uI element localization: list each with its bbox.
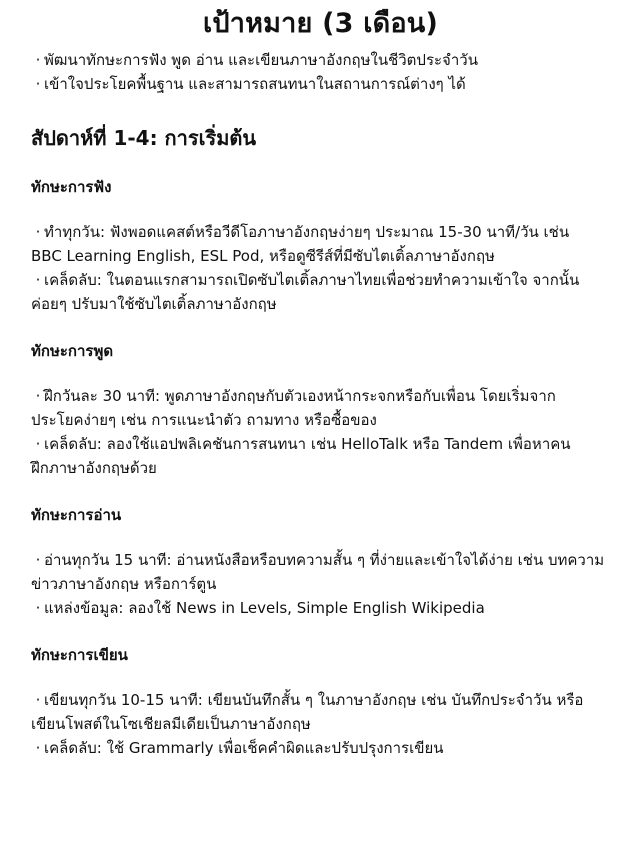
item-text-line1: เคล็ดลับ: ในตอนแรกสามารถเปิดซับไตเติ้ลภาษาไทยเพื่อช่วยทำความเข้าใจ จากนั้น: [44, 271, 580, 289]
list-item: [31, 736, 610, 760]
skill-items: [31, 688, 610, 760]
item-text-line1: อ่านทุกวัน 15 นาที: อ่านหนังสือหรือบทความสั้น ๆ ที่ง่ายและเข้าใจได้ง่าย เช่น บทความ: [44, 551, 605, 569]
bullet: ·: [35, 223, 41, 241]
skill-heading: ทักษะการฟัง: [31, 178, 112, 196]
bullet: ·: [35, 51, 41, 69]
list-item: [31, 596, 610, 620]
item-text-line1: ทำทุกวัน: ฟังพอดแคสต์หรือวีดีโอภาษาอังกฤษง่ายๆ ประมาณ 15-30 นาที/วัน เช่น: [44, 223, 570, 241]
bullet: ·: [35, 551, 41, 569]
bullet: ·: [35, 75, 41, 93]
item-text-line2: ข่าวภาษาอังกฤษ หรือการ์ตูน: [31, 575, 217, 593]
skill-section-speaking: [31, 340, 610, 480]
page-title: เป้าหมาย (3 เดือน): [202, 8, 438, 39]
item-text-line1: เคล็ดลับ: ลองใช้แอปพลิเคชันการสนทนา เช่น HelloTalk หรือ Tandem เพื่อหาคน: [44, 435, 571, 453]
item-text-line2: เขียนโพสต์ในโซเชียลมีเดียเป็นภาษาอังกฤษ: [31, 715, 311, 733]
skill-heading: ทักษะการอ่าน: [31, 506, 122, 524]
goal-item: [31, 48, 610, 72]
bullet: ·: [35, 435, 41, 453]
skill-items: [31, 384, 610, 480]
list-item: [31, 220, 610, 268]
bullet: ·: [35, 599, 41, 617]
list-item: [31, 268, 610, 316]
skill-section-reading: [31, 504, 610, 620]
item-text-line1: ฝึกวันละ 30 นาที: พูดภาษาอังกฤษกับตัวเองหน้ากระจกหรือกับเพื่อน โดยเริ่มจาก: [44, 387, 556, 405]
skill-section-listening: [31, 176, 610, 316]
item-text-line1: แหล่งข้อมูล: ลองใช้ News in Levels, Simple English Wikipedia: [44, 599, 485, 617]
list-item: [31, 384, 610, 432]
item-text-line1: เคล็ดลับ: ใช้ Grammarly เพื่อเช็คคำผิดและปรับปรุงการเขียน: [44, 739, 444, 757]
bullet: ·: [35, 271, 41, 289]
item-text-line2: BBC Learning English, ESL Pod, หรือดูซีรีส์ที่มีซับไตเติ้ลภาษาอังกฤษ: [31, 247, 495, 265]
skill-items: [31, 548, 610, 620]
item-text-line2: ฝึกภาษาอังกฤษด้วย: [31, 459, 157, 477]
bullet: ·: [35, 691, 41, 709]
skill-heading: ทักษะการเขียน: [31, 646, 128, 664]
skill-section-writing: [31, 644, 610, 760]
bullet: ·: [35, 387, 41, 405]
bullet: ·: [35, 739, 41, 757]
item-text-line2: ประโยคง่ายๆ เช่น การแนะนำตัว ถามทาง หรือซื้อของ: [31, 411, 377, 429]
item-text-line1: เขียนทุกวัน 10-15 นาที: เขียนบันทึกสั้น ๆ ในภาษาอังกฤษ เช่น บันทึกประจำวัน หรือ: [44, 691, 584, 709]
list-item: [31, 688, 610, 736]
goal-item: [31, 72, 610, 96]
goal-text: เข้าใจประโยคพื้นฐาน และสามารถสนทนาในสถานการณ์ต่างๆ ได้: [44, 75, 466, 93]
goal-text: พัฒนาทักษะการฟัง พูด อ่าน และเขียนภาษาอังกฤษในชีวิตประจำวัน: [44, 51, 478, 69]
item-text-line2: ค่อยๆ ปรับมาใช้ซับไตเติ้ลภาษาอังกฤษ: [31, 295, 277, 313]
list-item: [31, 548, 610, 596]
skill-items: [31, 220, 610, 316]
goals-list: [31, 48, 610, 96]
list-item: [31, 432, 610, 480]
week-heading: สัปดาห์ที่ 1-4: การเริ่มต้น: [31, 126, 257, 150]
skill-heading: ทักษะการพูด: [31, 342, 114, 360]
